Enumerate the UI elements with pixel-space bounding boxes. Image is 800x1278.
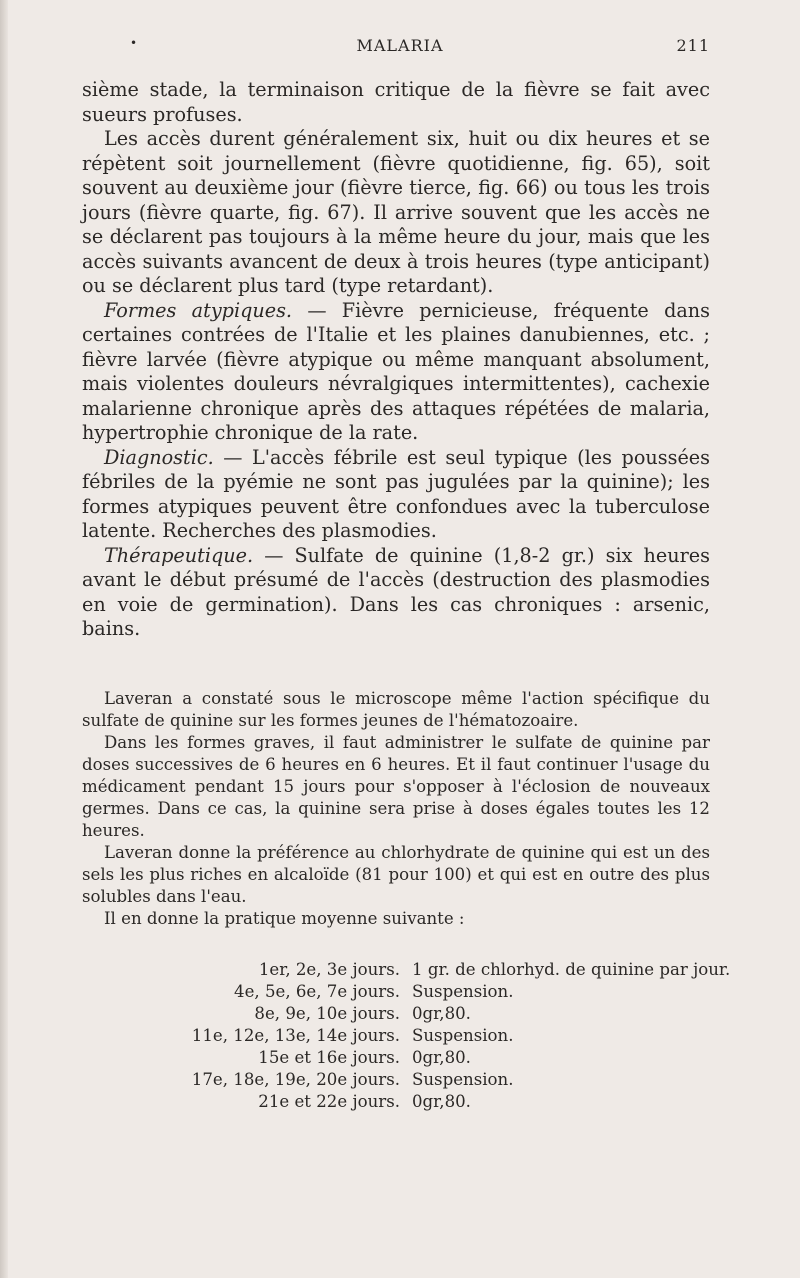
paragraph-continuation: sième stade, la terminaison critique de la fièvre se fait avec sueurs profuses. (82, 78, 710, 126)
dosage-row (82, 1003, 722, 1025)
paragraph-acces: Les accès durent généralement six, huit ou dix heures et se répètent soit journellement (fièvre quotidienne, fig. 65), soit souvent au deuxième jour (fièvre tierce, fig. 66) ou tous les trois jours (fièvre quarte, fig. 67). Il arrive souvent que les accès ne se déclarent pas toujours à la même heure du jour, mais que les accès suivants avancent de deux à trois heures (type anticipant) ou se déclarent plus tard (type retardant). (82, 127, 710, 297)
running-header (0, 36, 800, 66)
note-paragraph: Dans les formes graves, il faut administrer le sulfate de quinine par doses successives de 6 heures en 6 heures. Et il faut continuer l'usage du médicament pendant 15 jours pour s'opposer à l'éclosion de nouveaux germes. Dans ce cas, la quinine sera prise à doses égales toutes les 12 heures. (82, 733, 710, 840)
dosage-amount: Suspension. (412, 1070, 514, 1089)
header-ornament: • (130, 36, 139, 50)
dosage-days: 17e, 18e, 19e, 20e jours. (191, 1070, 400, 1089)
dosage-amount: 0gr,80. (412, 1048, 471, 1067)
paragraph-diagnostic: Diagnostic. — L'accès fébrile est seul typique (les poussées fébriles de la pyémie ne sont pas jugulées par la quinine); les formes atypiques peuvent être confondues avec la tuberculose latente. Recherches des plasmodies. (82, 445, 710, 542)
page-number: 211 (676, 36, 710, 55)
dosage-days: 21e et 22e jours. (258, 1092, 400, 1111)
dosage-amount: 0gr,80. (412, 1004, 471, 1023)
page-binding-edge (0, 0, 8, 1278)
running-title: MALARIA (356, 36, 444, 55)
main-text (82, 78, 710, 642)
dosage-row (82, 1091, 722, 1113)
dosage-row (82, 1047, 722, 1069)
note-paragraph: Laveran donne la préférence au chlorhydrate de quinine qui est un des sels les plus riches en alcaloïde (81 pour 100) et qui est en outre des plus solubles dans l'eau. (82, 843, 710, 906)
dosage-amount: Suspension. (412, 982, 514, 1001)
dosage-days: 1er, 2e, 3e jours. (258, 960, 400, 979)
paragraph-therapeutique: Thérapeutique. — Sulfate de quinine (1,8-2 gr.) six heures avant le début présumé de l'accès (destruction des plasmodies en voie de germination). Dans les cas chroniques : arsenic, bains. (82, 543, 710, 640)
dosage-table (82, 959, 731, 1113)
paragraph-formes-atypiques: Formes atypiques. — Fièvre pernicieuse, fréquente dans certaines contrées de l'Italie et les plaines danubiennes, etc. ; fièvre larvée (fièvre atypique ou même manquant absolument, mais violentes douleurs névralgiques intermittentes), cachexie malarienne chronique après des attaques répétées de malaria, hypertrophie chronique de la rate. (82, 298, 710, 444)
section-heading: Thérapeutique. (104, 543, 254, 567)
dosage-amount: 0gr,80. (412, 1092, 471, 1111)
dosage-days: 15e et 16e jours. (258, 1048, 400, 1067)
note-paragraph: Il en donne la pratique moyenne suivante : (104, 909, 465, 928)
note-paragraph: Laveran a constaté sous le microscope même l'action spécifique du sulfate de quinine sur les formes jeunes de l'hématozoaire. (82, 689, 710, 730)
dosage-row (82, 981, 722, 1003)
dosage-days: 4e, 5e, 6e, 7e jours. (234, 982, 400, 1001)
dosage-row (82, 1025, 722, 1047)
section-heading: Formes atypiques. (104, 298, 293, 322)
dosage-days: 8e, 9e, 10e jours. (254, 1004, 400, 1023)
dosage-row (82, 1069, 722, 1091)
section-heading: Diagnostic. (104, 445, 214, 469)
dosage-amount: Suspension. (412, 1026, 514, 1045)
note-text (82, 688, 710, 930)
dosage-days: 11e, 12e, 13e, 14e jours. (191, 1026, 400, 1045)
dosage-row (82, 959, 731, 981)
dosage-amount: 1 gr. de chlorhyd. de quinine par jour. (412, 960, 731, 979)
